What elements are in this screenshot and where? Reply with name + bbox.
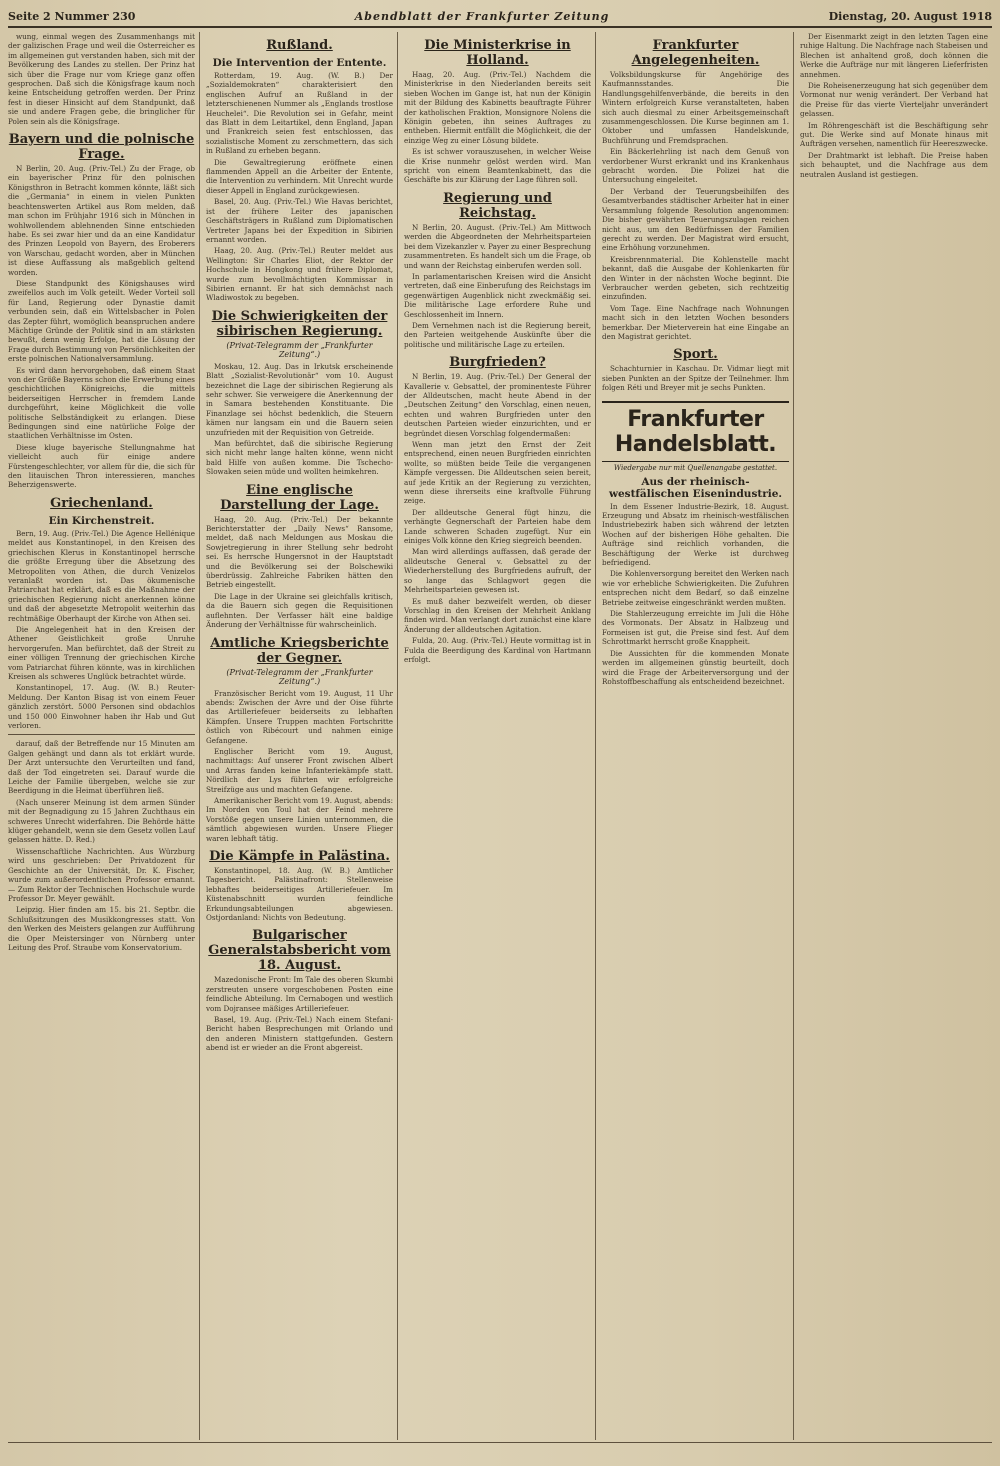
section-heading: Amtliche Kriegsberichte der Gegner.: [210, 635, 389, 666]
article-paragraph: Rotterdam, 19. Aug. (W. B.) Der „Sozialdemokraten“ charakterisiert den englischen Aufruf an Rußland in der letzterschienenen Nummer als „Englands trostlose Heuchelei“. Die Revolution sei in Gefahr, meint das Blatt in dem Leitartikel, denn England, Japan und Frankreich seien fest entschlossen, das sozialistische Moment zu zerschmettern, das sich in Rußland zu erheben begann.: [206, 71, 393, 156]
article-paragraph: In parlamentarischen Kreisen wird die Ansicht vertreten, daß eine Einberufung des Reichstags im gegenwärtigen Augenblick nicht zweckmäßig sei. Die militärische Lage erfordere Ruhe und Geschlossenheit im Innern.: [404, 271, 591, 319]
article-paragraph: Basel, 20. Aug. (Priv.-Tel.) Wie Havas berichtet, ist der frühere Leiter des japanischen Geschäftsträgers in Rußland zum Diplomatischen Vertreter Japans bei der Expedition in Sibirien ernannt worden.: [206, 197, 393, 244]
article-paragraph: Wenn man jetzt den Ernst der Zeit entsprechend, einen neuen Burgfrieden einrichten wollte, so müßten beide Teile die vergangenen Kämpfe vergessen. Die Alldeutschen seien bereit, auf jede Kritik an der Regierung zu verzichten, wenn diese ihrerseits eine kraftvolle Führung zeige.: [404, 440, 591, 506]
article-paragraph: Englischer Bericht vom 19. August, nachmittags: Auf unserer Front zwischen Albert und Arras fanden keine Infanteriekämpfe statt. Nördlich der Lys führten wir erfolgreiche Streifzüge aus und machten Gefangene.: [206, 746, 393, 794]
article-paragraph: Man befürchtet, daß die sibirische Regierung sich nicht mehr lange halten könne, wenn nicht bald Hilfe von außen komme. Die Tschecho-Slowaken seien müde und wollten heimkehren.: [206, 439, 393, 477]
article-paragraph: Der Drahtmarkt ist lebhaft. Die Preise haben sich behauptet, und die Nachfrage aus dem neutralen Ausland ist gestiegen.: [800, 150, 988, 179]
article-paragraph: Es wird dann hervorgehoben, daß einem Staat von der Größe Bayerns schon die Erwerbung eines geschichtlichen Königreichs, die mittels beiderseitigen Herrscher in fremdem Lande durchgeführt, keine Möglichkeit die volle politische Selbständigkeit zu erlangen. Diese Bedingungen sind eine natürliche Folge der staatlichen Verhältnisse im Osten.: [8, 365, 195, 441]
masthead-note: Wiedergabe nur mit Quellenangabe gestattet.: [613, 463, 778, 472]
column-3: [404, 32, 596, 1440]
bottom-border: [8, 1442, 992, 1451]
article-paragraph: Haag, 20. Aug. (Priv.-Tel.) Reuter meldet aus Wellington: Sir Charles Eliot, der Rektor der Hochschule in Hongkong und frühere Diplomat, wurde zum bevollmächtigten Kommissar in Sibirien ernannt. Er hat sich demnächst nach Wladiwostok zu begeben.: [206, 246, 393, 303]
article-paragraph: Leipzig. Hier finden am 15. bis 21. Septbr. die Schlußsitzungen des Musikkongresses statt. Von den Werken des Meisters gelangen zur Aufführung die Oper Meistersinger von Nürnberg unter Leitung des Prof. Straube vom Konservatorium.: [8, 905, 195, 952]
section-heading: Bulgarischer Generalstabsbericht vom 18. August.: [208, 928, 391, 974]
article-paragraph: Es ist schwer vorauszusehen, in welcher Weise die Krise nunmehr gelöst werden wird. Man spricht von einem Beamtenkabinett, das die Geschäfte bis zur Klärung der Lage führen soll.: [404, 147, 591, 185]
section-heading: Burgfrieden?: [449, 355, 546, 371]
article-paragraph: Konstantinopel, 17. Aug. (W. B.) Reuter-Meldung. Der Kanton Bisag ist von einem Feuer gänzlich zerstört. 5000 Personen sind obdachlos und 150 000 Einwohner haben ihr Hab und Gut verloren.: [8, 683, 195, 730]
article-paragraph: Haag, 20. Aug. (Priv.-Tel.) Der bekannte Berichterstatter der „Daily News“ Ransome, meldet, daß nach Meldungen aus Moskau die Sowjetregierung in ihrer Stellung sehr bedroht sei. Es herrsche Hungersnot in der Hauptstadt und die Bevölkerung sei der Bolschewiki überdrüssig. Zahlreiche Fabriken hätten den Betrieb eingestellt.: [206, 514, 393, 590]
article-paragraph: Die Roheisenerzeugung hat sich gegenüber dem Vormonat nur wenig verändert. Der Verband hat die Preise für das vierte Vierteljahr unverändert gelassen.: [800, 81, 988, 119]
article-paragraph: Dem Vernehmen nach ist die Regierung bereit, den Parteien weitgehende Auskünfte über die politische und militärische Lage zu erteilen.: [404, 320, 591, 349]
section-heading: Eine englische Darstellung der Lage.: [220, 482, 379, 513]
section-heading: Bayern und die polnische Frage.: [8, 132, 195, 163]
section-heading: Griechenland.: [50, 495, 153, 511]
article-paragraph: Ein Bäckerlehrling ist nach dem Genuß von verdorbener Wurst erkrankt und ins Krankenhaus gebracht worden. Die Polizei hat die Untersuchung eingeleitet.: [602, 147, 789, 185]
section-heading: Frankfurter Angelegenheiten.: [631, 38, 760, 68]
article-paragraph: Basel, 19. Aug. (Priv.-Tel.) Nach einem Stefani-Bericht haben Besprechungen mit Orlando und den anderen Ministern stattgefunden. Gestern abend ist er wieder an die Front abgereist.: [206, 1015, 393, 1053]
article-paragraph: Die Stahlerzeugung erreichte im Juli die Höhe des Vormonats. Der Absatz in Halbzeug und Formeisen ist gut, die Preise sind fest. Auf dem Schrottmarkt herrscht große Knappheit.: [602, 609, 789, 647]
article-paragraph: Man wird allerdings auffassen, daß gerade der alldeutsche General v. Gebsattel zu der Wiederherstellung des Burgfriedens aufruft, der so lange das Schlagwort gegen die Mehrheitsparteien gewesen ist.: [404, 547, 591, 595]
header-left: Seite 2 Nummer 230: [8, 9, 136, 23]
section-heading: Sport.: [673, 347, 718, 363]
article-paragraph: Schachturnier in Kaschau. Dr. Vidmar liegt mit sieben Punkten an der Spitze der Teilnehmer. Ihm folgen Réti und Breyer mit je sechs Punkten.: [602, 364, 789, 393]
page-header: [8, 6, 992, 28]
article-paragraph: Im Röhrengeschäft ist die Beschäftigung sehr gut. Die Werke sind auf Monate hinaus mit Aufträgen versehen, namentlich für Heereszwecke.: [800, 120, 988, 149]
article-paragraph: Die Aussichten für die kommenden Monate werden im allgemeinen günstig beurteilt, doch wird die Frage der Arbeiterversorgung und der Rohstoffbeschaffung als entscheidend bezeichnet.: [602, 648, 789, 686]
article-paragraph: Es muß daher bezweifelt werden, ob dieser Vorschlag in den Kreisen der Mehrheit Anklang finden wird. Man verlangt dort zunächst eine klare Änderung der alldeutschen Agitation.: [404, 596, 591, 634]
column-4: [602, 32, 794, 1440]
article-paragraph: darauf, daß der Betreffende nur 15 Minuten am Galgen gehängt und dann als tot erklärt wurde. Der Arzt untersuchte den Verurteilten und fand, daß der Tod eingetreten sei. Darauf wurde die Leiche der Familie übergeben, welche sie zur Beerdigung in die Heimat überführen ließ.: [8, 739, 195, 796]
article-paragraph: Kreisbrennmaterial. Die Kohlenstelle macht bekannt, daß die Ausgabe der Kohlenkarten für den Winter in der nächsten Woche beginnt. Die Verbraucher werden gebeten, sich rechtzeitig einzufinden.: [602, 254, 789, 302]
header-right: Dienstag, 20. August 1918: [828, 9, 992, 23]
section-heading: Die Ministerkrise in Holland.: [424, 38, 571, 68]
article-paragraph: N Berlin, 20. August. (Priv.-Tel.) Am Mittwoch werden die Abgeordneten der Mehrheitsparteien bei dem Vizekanzler v. Payer zu einer Besprechung zusammentreten. Es handelt sich um die Frage, ob und wann der Reichstag einberufen werden soll.: [404, 222, 591, 270]
article-paragraph: Bern, 19. Aug. (Priv.-Tel.) Die Agence Hellénique meldet aus Konstantinopel, in den Kreisen des griechischen Klerus in Konstantinopel herrsche die größte Erregung über die Absetzung des Metropoliten von Athen, die durch Venizelos veranlaßt worden ist. Das ökumenische Patriarchat hat erklärt, daß es die Maßnahme der griechischen Regierung nicht anerkennen könne und daß der abgesetzte Metropolit weiterhin das rechtmäßige Oberhaupt der Kirche von Athen sei.: [8, 528, 195, 623]
article-subline: (Privat-Telegramm der „Frankfurter Zeitung“.): [226, 340, 373, 359]
article-paragraph: Fulda, 20. Aug. (Priv.-Tel.) Heute vormittag ist in Fulda die Beerdigung des Kardinal von Hartmann erfolgt.: [404, 636, 591, 664]
article-paragraph: Die Kohlenversorgung bereitet den Werken nach wie vor erhebliche Schwierigkeiten. Die Zufuhren entsprechen nicht dem Bedarf, so daß einzelne Betriebe zeitweise eingeschränkt werden mußten.: [602, 569, 789, 607]
article-paragraph: Die Angelegenheit hat in den Kreisen der Athener Geistlichkeit große Unruhe hervorgerufen. Man befürchtet, daß der Streit zu einer völligen Trennung der griechischen Kirche vom Patriarchat führen könnte, was in kirchlichen Kreisen als schweres Unglück betrachtet würde.: [8, 624, 195, 681]
article-paragraph: Diese Standpunkt des Königshauses wird zweifellos auch im Volk geteilt. Weder Vorteil soll für Land, Regierung oder Dynastie damit verbunden sein, daß ein Wittelsbacher in Polen das Zepter führt, womöglich beanspruchen andere Mächtige Gründe der Politik sind in am stärksten bewußt, denn wenig Erfolge, hat die Lösung der Frage durch Bestimmung von Persönlichkeiten der erste polnischen Nationalversammlung.: [8, 278, 195, 364]
section-heading: Rußland.: [266, 38, 333, 53]
article-paragraph: (Nach unserer Meinung ist dem armen Sünder mit der Begnadigung zu 15 Jahren Zuchthaus ein schweres Unrecht widerfahren. Die Behörde hätte klüger gehandelt, wenn sie dem Gesetz vollen Lauf gelassen hätte. D. Red.): [8, 797, 195, 845]
article-paragraph: N Berlin, 20. Aug. (Priv.-Tel.) Zu der Frage, ob ein bayerischer Prinz für den polnischen Königsthron in Betracht kommen könnte, läßt sich die „Germania“ in einem in vielen Punkten beachtenswerten Artikel aus Rom melden, daß man schon im Frühjahr 1916 sich in München in wohlwollendem ablehnenden Sinne entschieden habe. Es sei zwar hier und da an eine Kandidatur des Prinzen Leopold von Bayern, des Eroberers von Warschau, gedacht worden, aber in München ist diese Auffassung als maßgeblich geltend worden.: [8, 164, 195, 277]
article-paragraph: Volksbildungskurse für Angehörige des Kaufmannsstandes. Die Handlungsgehilfenverbände, die bereits in den Wintern erfolgreich Kurse veranstalteten, haben sich auch diesmal zu einer Arbeitsgemeinschaft zusammengeschlossen. Die Kurse beginnen am 1. Oktober und umfassen Handelskunde, Buchführung und Fremdsprachen.: [602, 70, 789, 145]
section-heading: Die Schwierigkeiten der sibirischen Regierung.: [211, 308, 388, 339]
divider: [8, 734, 195, 735]
article-paragraph: Konstantinopel, 18. Aug. (W. B.) Amtlicher Tagesbericht. Palästinafront: Stellenweise lebhaftes beiderseitiges Artilleriefeuer. Im Küstenabschnitt wurden feindliche Erkundungsabteilungen abgewiesen. Ostjordanland: Nichts von Bedeutung.: [206, 866, 393, 923]
article-paragraph: Französischer Bericht vom 19. August, 11 Uhr abends: Zwischen der Avre und der Oise führte das Artilleriefeuer beiderseits zu lebhaften Kämpfen. Unsere Truppen machten Fortschritte östlich von Ribécourt und nahmen einige Gefangene.: [206, 688, 393, 745]
article-paragraph: Amerikanischer Bericht vom 19. August, abends: Im Norden von Toul hat der Feind mehrere Vorstöße gegen unsere Linien unternommen, die sämtlich abgewiesen wurden. Unsere Flieger waren lebhaft tätig.: [206, 795, 393, 843]
article-paragraph: In dem Essener Industrie-Bezirk, 18. August. Erzeugung und Absatz im rheinisch-westfälischen Industriebezirk haben sich während der letzten Wochen auf der bisherigen Höhe gehalten. Die Aufträge sind reichlich vorhanden, die Beschäftigung der Werke ist durchweg befriedigend.: [602, 501, 789, 568]
article-paragraph: Der Eisenmarkt zeigt in den letzten Tagen eine ruhige Haltung. Die Nachfrage nach Stabeisen und Blechen ist anhaltend groß, doch können die Werke die Aufträge nur mit längeren Lieferfristen annehmen.: [800, 32, 988, 79]
columns: [8, 32, 992, 1440]
article-heading: Aus der rheinisch-westfälischen Eisenindustrie.: [608, 475, 783, 500]
article-paragraph: Der Verband der Teuerungsbeihilfen des Gesamtverbandes städtischer Arbeiter hat in einer Versammlung folgende Resolution angenommen: Die bisher gewährten Teuerungszulagen reichen nicht aus, um den Bedürfnissen der Familien gerecht zu werden. Der Magistrat wird ersucht, eine Erhöhung vorzunehmen.: [602, 186, 789, 253]
column-2: [206, 32, 398, 1440]
article-paragraph: Wissenschaftliche Nachrichten. Aus Würzburg wird uns geschrieben: Der Privatdozent für Geschichte an der Universität, Dr. K. Fischer, wurde zum außerordentlichen Professor ernannt. — Zum Rektor der Technischen Hochschule wurde Professor Dr. Meyer gewählt.: [8, 846, 195, 903]
column-1: [8, 32, 200, 1440]
article-paragraph: wung, einmal wegen des Zusammenhangs mit der galizischen Frage und weil die Osterreicher es im allgemeinen gut verstanden haben, sich mit der Bevölkerung des Landes zu stellen. Der Prinz hat sich über die Frage nur vom Kriege ganz offen gesprochen. Daß sich die Königsfrage kaum noch keine Entscheidung getroffen werden. Der Prinz fest in dieser Hinsicht auf dem Standpunkt, daß sie und andere Fragen gebe, die bringlicher für Polen sein als die Königsfrage.: [8, 32, 195, 126]
article-heading: Ein Kirchenstreit.: [48, 514, 155, 527]
article-paragraph: Mazedonische Front: Im Tale des oberen Skumbi zerstreuten unsere vorgeschobenen Posten eine feindliche Abteilung. Im Cernabogen und westlich vom Dojransee mäßiges Artilleriefeuer.: [206, 975, 393, 1013]
article-heading: Die Intervention der Entente.: [212, 57, 387, 69]
article-paragraph: Diese kluge bayerische Stellungnahme hat vielleicht auch für einige andere Fürstengeschlechter, vor allem für die, die sich für den litauischen Thron interessieren, manches Beherzigenswerte.: [8, 442, 195, 490]
article-paragraph: Haag, 20. Aug. (Priv.-Tel.) Nachdem die Ministerkrise in den Niederlanden bereits seit sieben Wochen im Gange ist, hat nun der Königin mit der Bildung des Kabinetts beauftragte Führer der katholischen Fraktion, Monsignore Nolens die Königin gebeten, ihn seines Auftrages zu entheben. Hiermit entfällt die Möglichkeit, die der einzige Weg zu einer Lösung bildete.: [404, 70, 591, 145]
article-paragraph: N Berlin, 19. Aug. (Priv.-Tel.) Der General der Kavallerie v. Gebsattel, der prominenteste Führer der Alldeutschen, macht heute Abend in der „Deutschen Zeitung“ den Vorschlag, einen neuen, echten und wahren Burgfrieden unter den deutschen Parteien wieder einzurichten, und er begründet diesen Vorschlag folgendermaßen:: [404, 372, 591, 438]
article-paragraph: Die Lage in der Ukraine sei gleichfalls kritisch, da die Bauern sich gegen die Requisitionen auflehnten. Der Verfasser hält eine baldige Änderung der Verhältnisse für wahrscheinlich.: [206, 591, 393, 630]
article-subline: (Privat-Telegramm der „Frankfurter Zeitung“.): [226, 667, 373, 686]
article-paragraph: Der alldeutsche General fügt hinzu, die verhängte Gegnerschaft der Parteien habe dem Lande schweren Schaden zugefügt. Nur ein einiges Volk könne den Krieg siegreich beenden.: [404, 507, 591, 546]
article-paragraph: Vom Tage. Eine Nachfrage nach Wohnungen macht sich in den letzten Wochen besonders bemerkbar. Der Mieterverein hat eine Eingabe an den Magistrat gerichtet.: [602, 303, 789, 341]
section-heading: Die Kämpfe in Palästina.: [209, 849, 390, 864]
section-masthead: Frankfurter Handelsblatt.: [602, 401, 789, 462]
article-paragraph: Moskau, 12. Aug. Das in Irkutsk erscheinende Blatt „Sozialist-Revolutionär“ vom 10. August bezeichnet die Lage der sibirischen Regierung als sehr schwer. Sie verweigere die Anerkennung der in Samara bestehenden Konstituante. Die Finanzlage sei höchst bedenklich, die Steuern kämen nur langsam ein und die Bauern seien unzufrieden mit der Requisition von Getreide.: [206, 361, 393, 437]
section-heading: Regierung und Reichstag.: [443, 190, 552, 221]
header-center: Abendblatt der Frankfurter Zeitung: [354, 9, 610, 23]
article-paragraph: Die Gewaltregierung eröffnete einen flammenden Appell an die Arbeiter der Entente, die Intervention zu verhindern. Mit Unrecht wurde dieser Appell in England zurückgewiesen.: [206, 157, 393, 195]
column-5: [800, 32, 992, 1440]
